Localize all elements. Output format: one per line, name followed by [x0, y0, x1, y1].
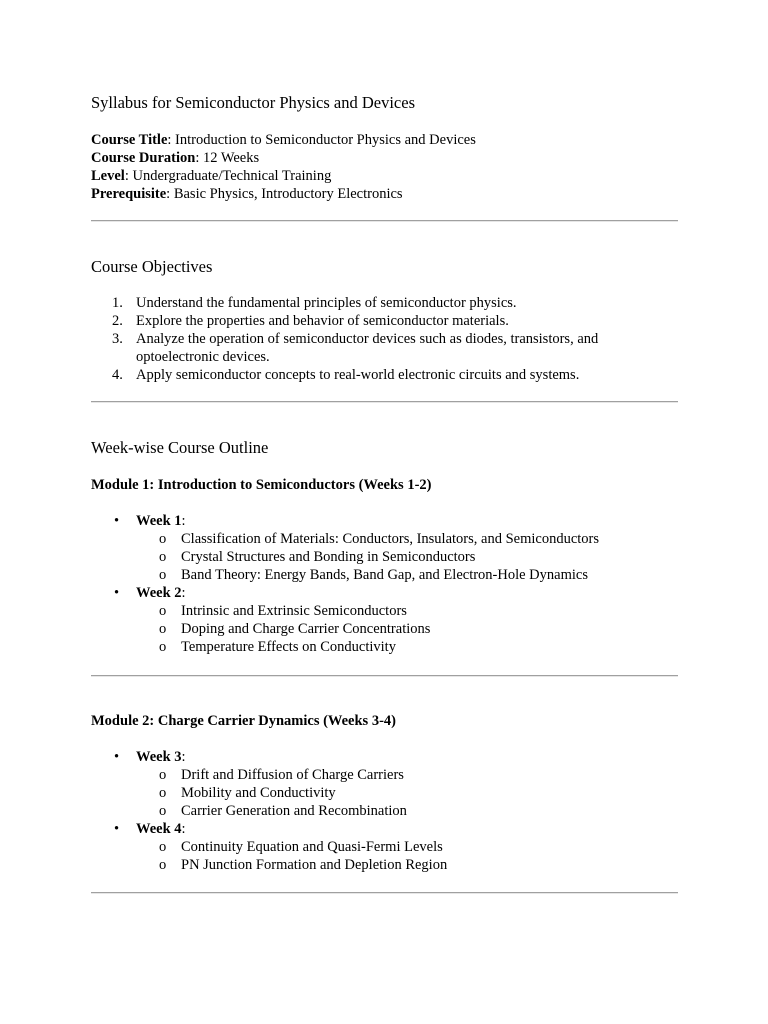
topic-item: [136, 638, 679, 656]
topic-item: [136, 620, 679, 638]
objectives-list: [91, 294, 651, 384]
sub-bullet-icon: o: [159, 549, 167, 565]
sub-bullet-icon: o: [159, 785, 167, 801]
section-divider: [91, 220, 678, 222]
sub-bullet-icon: o: [159, 803, 167, 819]
meta-label: Course Title: [91, 132, 168, 148]
topic-list: [136, 838, 679, 874]
module-title: Module 2: Charge Carrier Dynamics (Weeks 3-4): [91, 713, 396, 729]
week-item: [91, 748, 679, 820]
meta-label: Level: [91, 168, 125, 184]
sub-bullet-icon: o: [159, 603, 167, 619]
meta-course-title: [91, 131, 476, 149]
topic-list: [136, 530, 679, 584]
topic-item: [136, 838, 679, 856]
module-2-weeks: [91, 748, 679, 874]
outline-heading: Week-wise Course Outline: [91, 438, 269, 457]
bullet-icon: •: [114, 513, 120, 529]
topic-text: Intrinsic and Extrinsic Semiconductors: [181, 603, 407, 619]
topic-list: [136, 602, 679, 656]
meta-value: : 12 Weeks: [195, 150, 260, 166]
sub-bullet-icon: o: [159, 531, 167, 547]
topic-text: PN Junction Formation and Depletion Region: [181, 857, 448, 873]
topic-text: Doping and Charge Carrier Concentrations: [181, 621, 431, 637]
week-colon: :: [181, 585, 186, 601]
week-name: Week 4: [136, 821, 182, 837]
sub-bullet-icon: o: [159, 857, 167, 873]
module-1-weeks: [91, 512, 679, 656]
topic-item: [136, 530, 679, 548]
sub-bullet-icon: o: [159, 621, 167, 637]
topic-item: [136, 802, 679, 820]
bullet-icon: •: [114, 821, 120, 837]
meta-label: Course Duration: [91, 150, 196, 166]
objectives-heading: Course Objectives: [91, 257, 213, 276]
meta-value: : Undergraduate/Technical Training: [124, 168, 332, 184]
objective-number: 3.: [112, 331, 123, 347]
meta-level: [91, 167, 476, 185]
topic-item: [136, 856, 679, 874]
topic-item: [136, 602, 679, 620]
topic-text: Carrier Generation and Recombination: [181, 803, 407, 819]
sub-bullet-icon: o: [159, 767, 167, 783]
objective-item: [91, 294, 651, 312]
week-item: [91, 512, 679, 584]
week-item: [91, 820, 679, 874]
objective-text: Analyze the operation of semiconductor devices such as diodes, transistors, and optoelectronic devices.: [136, 331, 599, 365]
week-name: Week 3: [136, 749, 182, 765]
objective-item: [91, 312, 651, 330]
week-item: [91, 584, 679, 656]
topic-list: [136, 766, 679, 820]
section-divider: [91, 892, 678, 894]
objective-item: [91, 366, 651, 384]
week-label: [136, 821, 186, 837]
topic-text: Mobility and Conductivity: [181, 785, 336, 801]
week-colon: :: [181, 513, 186, 529]
week-name: Week 2: [136, 585, 182, 601]
objective-number: 1.: [112, 295, 123, 311]
week-label: [136, 585, 186, 601]
section-divider: [91, 401, 678, 403]
bullet-icon: •: [114, 585, 120, 601]
topic-item: [136, 784, 679, 802]
document-title: Syllabus for Semiconductor Physics and Devices: [91, 93, 415, 112]
course-meta: [91, 131, 476, 203]
week-colon: :: [181, 821, 186, 837]
meta-label: Prerequisite: [91, 186, 167, 202]
objective-number: 4.: [112, 367, 123, 383]
objective-number: 2.: [112, 313, 123, 329]
objective-item: [91, 330, 651, 366]
sub-bullet-icon: o: [159, 567, 167, 583]
week-label: [136, 749, 186, 765]
topic-text: Continuity Equation and Quasi-Fermi Levels: [181, 839, 443, 855]
meta-value: : Introduction to Semiconductor Physics and Devices: [167, 132, 476, 148]
objective-text: Apply semiconductor concepts to real-world electronic circuits and systems.: [136, 367, 580, 383]
sub-bullet-icon: o: [159, 839, 167, 855]
topic-text: Band Theory: Energy Bands, Band Gap, and Electron-Hole Dynamics: [181, 567, 588, 583]
topic-text: Temperature Effects on Conductivity: [181, 639, 396, 655]
topic-text: Drift and Diffusion of Charge Carriers: [181, 767, 404, 783]
topic-item: [136, 766, 679, 784]
sub-bullet-icon: o: [159, 639, 167, 655]
week-name: Week 1: [136, 513, 182, 529]
meta-prerequisite: [91, 185, 476, 203]
objective-text: Understand the fundamental principles of semiconductor physics.: [136, 295, 517, 311]
topic-item: [136, 566, 679, 584]
topic-text: Crystal Structures and Bonding in Semiconductors: [181, 549, 476, 565]
topic-text: Classification of Materials: Conductors, Insulators, and Semiconductors: [181, 531, 600, 547]
module-title: Module 1: Introduction to Semiconductors (Weeks 1-2): [91, 477, 432, 493]
week-label: [136, 513, 186, 529]
week-colon: :: [181, 749, 186, 765]
topic-item: [136, 548, 679, 566]
objective-text: Explore the properties and behavior of semiconductor materials.: [136, 313, 509, 329]
meta-value: : Basic Physics, Introductory Electronics: [166, 186, 403, 202]
section-divider: [91, 675, 678, 677]
bullet-icon: •: [114, 749, 120, 765]
meta-course-duration: [91, 149, 476, 167]
